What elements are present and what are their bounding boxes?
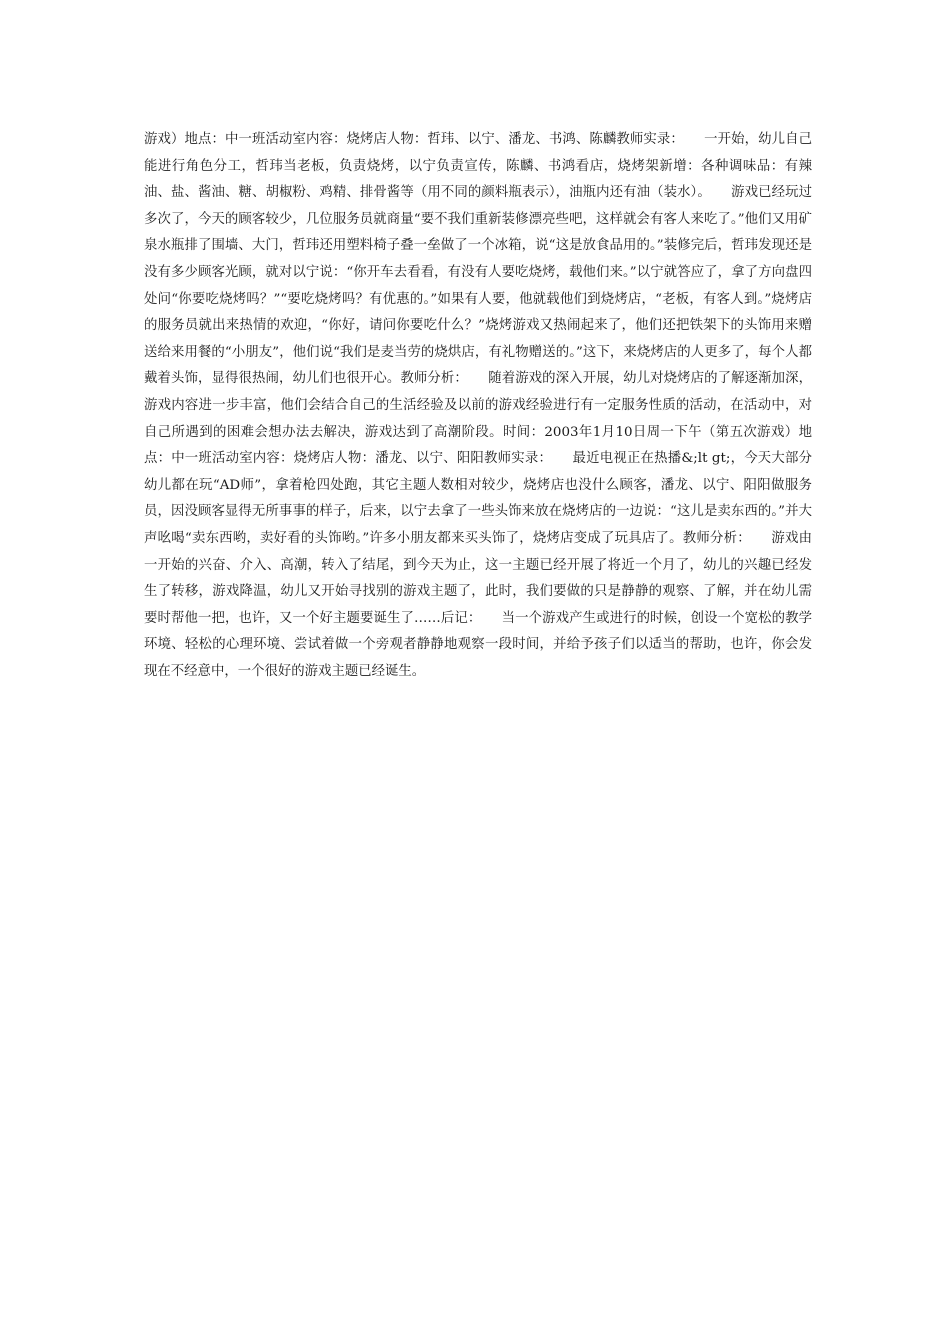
body-paragraph: 游戏）地点：中一班活动室内容：烧烤店人物：哲玮、以宁、潘龙、书鸿、陈麟教师实录： 一开始，幼儿自己能进行角色分工，哲玮当老板，负责烧烤，以宁负责宣传，陈麟、书鸿看店，烧烤架新增：各种调味品：有辣油、盐、酱油、糖、胡椒粉、鸡精、排骨酱等（用不同的颜料瓶表示），油瓶内还有油（装水）。 游戏已经玩过多次了，今天的顾客较少，几位服务员就商量“要不我们重新装修漂亮些吧，这样就会有客人来吃了。”他们又用矿泉水瓶排了围墙、大门，哲玮还用塑料椅子叠一垒做了一个冰箱，说“这是放食品用的。”装修完后，哲玮发现还是没有多少顾客光顾，就对以宁说：“你开车去看看，有没有人要吃烧烤，载他们来。”以宁就答应了，拿了方向盘四处问“你要吃烧烤吗？”“要吃烧烤吗？有优惠的。”如果有人要，他就载他们到烧烤店，“老板，有客人到。”烧烤店的服务员就出来热情的欢迎，“你好，请问你要吃什么？”烧烤游戏又热闹起来了，他们还把铁架下的头饰用来赠送给来用餐的“小朋友”，他们说“我们是麦当劳的烧烘店，有礼物赠送的。”这下，来烧烤店的人更多了，每个人都戴着头饰，显得很热闹，幼儿们也很开心。教师分析： 随着游戏的深入开展，幼儿对烧烤店的了解逐渐加深，游戏内容进一步丰富，他们会结合自己的生活经验及以前的游戏经验进行有一定服务性质的活动，在活动中，对自己所遇到的困难会想办法去解决，游戏达到了高潮阶段。时间：2003年1月10日周一下午（第五次游戏）地点：中一班活动室内容：烧烤店人物：潘龙、以宁、阳阳教师实录： 最近电视正在热播&;lt gt;，今天大部分幼儿都在玩“AD师”，拿着枪四处跑，其它主题人数相对较少，烧烤店也没什么顾客，潘龙、以宁、阳阳做服务员，因没顾客显得无所事事的样子，后来，以宁去拿了一些头饰来放在烧烤店的一边说：“这儿是卖东西的。”并大声吆喝“卖东西哟，卖好看的头饰哟。”许多小朋友都来买头饰了，烧烤店变成了玩具店了。教师分析： 游戏由一开始的兴奋、介入、高潮，转入了结尾，到今天为止，这一主题已经开展了将近一个月了，幼儿的兴趣已经发生了转移，游戏降温，幼儿又开始寻找别的游戏主题了，此时，我们要做的只是静静的观察、了解，并在幼儿需要时帮他一把，也许，又一个好主题要诞生了……后记： 当一个游戏产生或进行的时候，创设一个宽松的教学环境、轻松的心理环境、尝试着做一个旁观者静静地观察一段时间，并给予孩子们以适当的帮助，也许，你会发现在不经意中，一个很好的游戏主题已经诞生。 <box>144 132 812 679</box>
